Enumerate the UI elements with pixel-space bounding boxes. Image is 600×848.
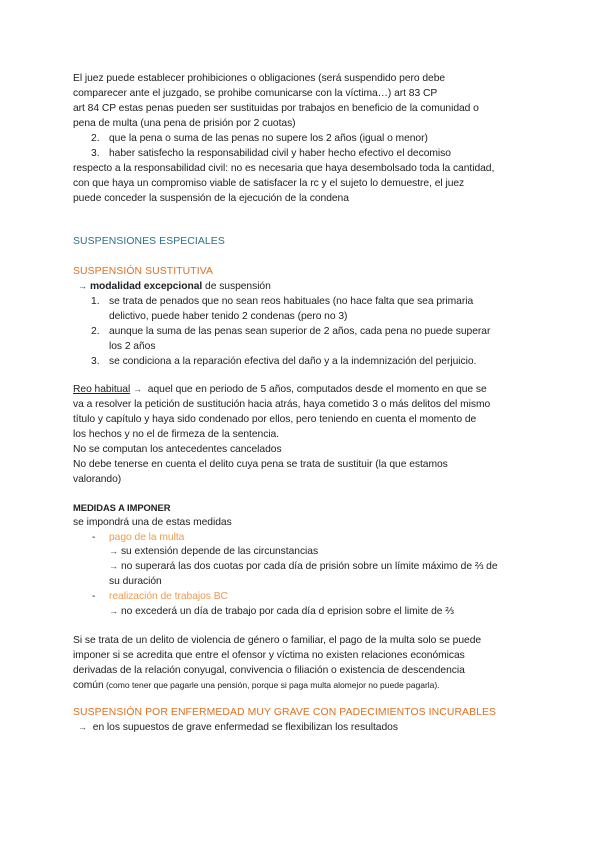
arrow-icon: → — [109, 546, 118, 556]
violencia-line-4 — [73, 678, 440, 693]
arrow-icon: → — [109, 606, 118, 616]
intro-line-5: respecto a la responsabilidad civil: no es necesaria que haya desembolsado toda la cantidad, — [73, 163, 495, 174]
sustitutiva-item-2a: aunque la suma de las penas sean superior de 2 años, cada pena no puede superar — [109, 326, 491, 337]
intro-item-3-number: 3. — [91, 148, 100, 159]
violencia-line-1: Si se trata de un delito de violencia de género o familiar, el pago de la multa solo se puede — [73, 635, 482, 646]
reo-l1-text: aquel que en periodo de 5 años, computados desde el momento en que se — [145, 384, 487, 395]
intro-line-4: pena de multa (una pena de prisión por 2 cuotas) — [73, 118, 296, 129]
modalidad-line — [78, 279, 271, 294]
sustitutiva-item-3: se condiciona a la reparación efectiva del daño y a la indemnización del perjuicio. — [109, 356, 477, 367]
intro-item-3: haber satisfecho la responsabilidad civil y haber hecho efectivo el decomiso — [109, 148, 451, 159]
medida-1-sub-2a-text: no superará las dos cuotas por cada día de prisión sobre un límite máximo de ⅔ de — [120, 561, 498, 572]
medida-1-sub-1-text: su extensión depende de las circunstancias — [120, 546, 319, 557]
arrow-icon: → — [78, 722, 87, 732]
violencia-note: (como tener que pagarle una pensión, porque si paga multa alomejor no puede pagarla). — [103, 680, 440, 690]
reo-line-7: valorando) — [73, 474, 122, 485]
violencia-line-3: derivadas de la relación conyugal, convivencia o filiación o existencia de descendencia — [73, 665, 465, 676]
medida-2-sub-1-text: no excederá un día de trabajo por cada día d eprision sobre el limite de ⅔ — [120, 606, 454, 617]
dash-bullet: - — [92, 591, 96, 602]
sustitutiva-item-2b: los 2 años — [109, 341, 156, 352]
intro-line-7: puede conceder la suspensión de la ejecución de la condena — [73, 193, 349, 204]
reo-term: Reo habitual — [73, 384, 131, 395]
intro-line-6: con que haya un compromiso viable de satisfacer la rc y el sujeto lo demuestre, el juez — [73, 178, 465, 189]
sustitutiva-item-1-number: 1. — [91, 296, 100, 307]
reo-line-6: No debe tenerse en cuenta el delito cuya pena se trata de sustituir (la que estamos — [73, 459, 448, 470]
enfermedad-text: en los supuestos de grave enfermedad se flexibilizan los resultados — [89, 722, 398, 733]
reo-line-5: No se computan los antecedentes cancelados — [73, 444, 282, 455]
intro-line-3: art 84 CP estas penas pueden ser sustituidas por trabajos en beneficio de la comunidad o — [73, 103, 479, 114]
intro-line-1: El juez puede establecer prohibiciones o obligaciones (será suspendido pero debe — [73, 73, 446, 84]
intro-line-2: comparecer ante el juzgado, se prohibe comunicarse con la víctima…) art 83 CP — [73, 88, 438, 99]
medida-1-sub-2b: su duración — [109, 576, 162, 587]
violencia-comun: común — [73, 680, 104, 691]
medidas-intro: se impondrá una de estas medidas — [73, 517, 232, 528]
medida-1-sub-1 — [109, 544, 318, 559]
sustitutiva-item-1b: delictivo, puede haber tenido 2 condenas (pero no 3) — [109, 311, 348, 322]
arrow-icon: → — [109, 561, 118, 571]
section-heading-sustitutiva: SUSPENSIÓN SUSTITUTIVA — [73, 266, 213, 277]
intro-item-2-number: 2. — [91, 133, 100, 144]
modalidad-rest: de suspensión — [202, 281, 271, 292]
intro-item-2: que la pena o suma de las penas no supere los 2 años (igual o menor) — [109, 133, 428, 144]
reo-line-3: título y capítulo y haya sido condenado por ellos, pero teniendo en cuenta el momento de — [73, 414, 477, 425]
reo-line-1 — [73, 382, 487, 397]
sustitutiva-item-3-number: 3. — [91, 356, 100, 367]
section-heading-special: SUSPENSIONES ESPECIALES — [73, 236, 225, 247]
enfermedad-line — [78, 720, 398, 735]
medida-option-1: pago de la multa — [109, 532, 185, 543]
dash-bullet: - — [92, 532, 96, 543]
violencia-line-2: imponer si se acredita que entre el ofensor y víctima no existen relaciones económicas — [73, 650, 465, 661]
modalidad-bold: modalidad excepcional — [89, 281, 203, 292]
medidas-title: MEDIDAS A IMPONER — [73, 502, 171, 513]
reo-line-4: los hechos y no el de firmeza de la sentencia. — [73, 429, 280, 440]
reo-line-2: va a resolver la petición de sustitución hacia atrás, haya cometido 3 o más delitos del mismo — [73, 399, 491, 410]
arrow-icon: → — [133, 384, 142, 394]
medida-option-2: realización de trabajos BC — [109, 591, 228, 602]
sustitutiva-item-2-number: 2. — [91, 326, 100, 337]
section-heading-enfermedad: SUSPENSIÓN POR ENFERMEDAD MUY GRAVE CON PADECIMIENTOS INCURABLES — [73, 707, 497, 718]
medida-2-sub-1 — [109, 604, 454, 619]
arrow-icon: → — [78, 281, 87, 291]
medida-1-sub-2a — [109, 559, 498, 574]
sustitutiva-item-1a: se trata de penados que no sean reos habituales (no hace falta que sea primaria — [109, 296, 474, 307]
